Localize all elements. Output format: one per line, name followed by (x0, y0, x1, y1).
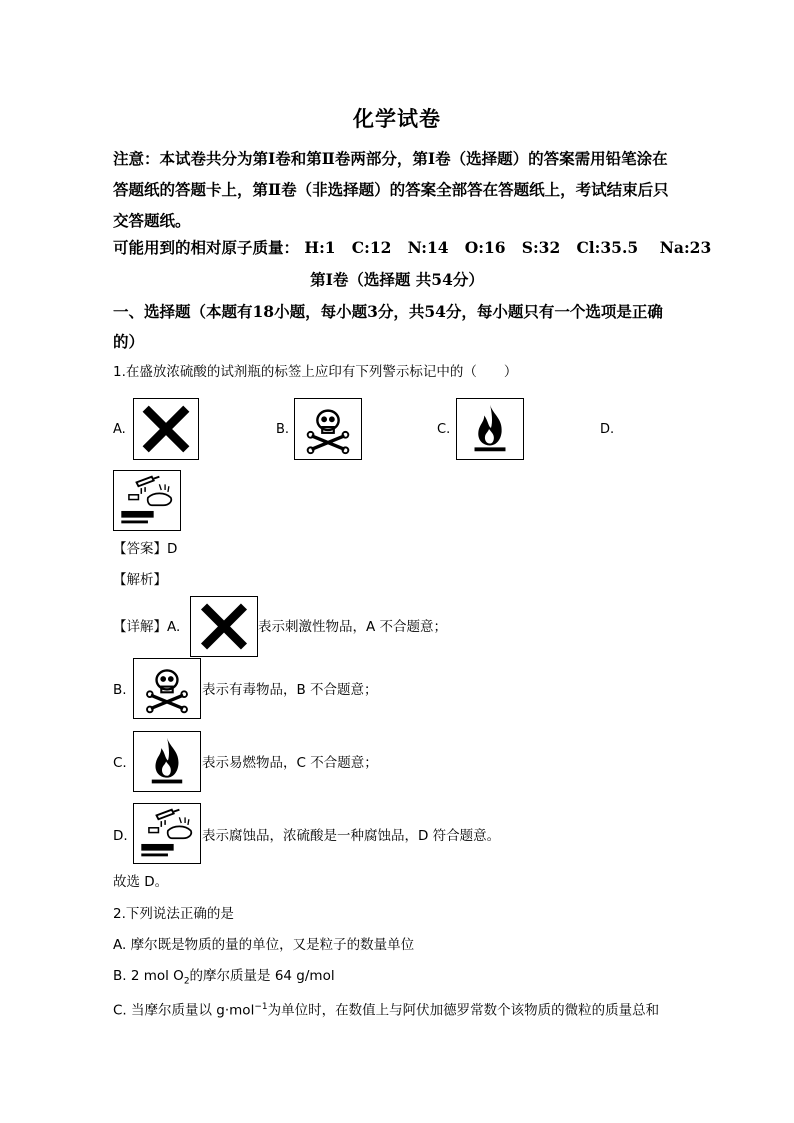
mass-s: S:32 (521, 238, 561, 257)
explain-b-text: 表示有毒物品，B 不合题意； (202, 682, 378, 698)
section1-title: 第Ⅰ卷（选择题 共54分） (310, 270, 484, 289)
corrosive-icon (133, 803, 201, 864)
explain-c-label: C. (113, 755, 127, 771)
q1-analysis-label: 【解析】 (113, 572, 167, 588)
q2-option-c-prefix: C. 当摩尔质量以 g·mol (113, 1002, 255, 1019)
skull-crossbones-icon[interactable] (294, 398, 362, 460)
explain-b-label: B. (113, 682, 127, 698)
q2-option-b-suffix: 的摩尔质量是 64 g/mol (189, 968, 335, 984)
flame-icon[interactable] (456, 398, 524, 460)
mass-h: H:1 (304, 238, 336, 257)
explain-a-label: A. (167, 619, 181, 635)
explain-d-label: D. (113, 828, 128, 844)
flame-icon (133, 731, 201, 792)
detail-label: 【详解】 (113, 619, 167, 635)
mass-o: O:16 (464, 238, 506, 257)
skull-crossbones-icon (133, 658, 201, 719)
exam-notice: 注意：本试卷共分为第Ⅰ卷和第Ⅱ卷两部分，第Ⅰ卷（选择题）的答案需用铅笔涂在答题纸的答题卡上，第Ⅱ卷（非选择题）的答案全部答在答题纸上，考试结束后只交答题纸。 (113, 149, 669, 230)
section1-instructions: 一、选择题（本题有18小题，每小题3分，共54分，每小题只有一个选项是正确的） (113, 302, 663, 351)
q1-option-c-label[interactable]: C. (437, 422, 451, 437)
q1-option-a-label[interactable]: A. (113, 422, 126, 437)
mass-cl: Cl:35.5 (576, 238, 639, 257)
q2-option-c-suffix: 为单位时，在数值上与阿伏加德罗常数个该物质的微粒的质量总和 (267, 1002, 660, 1019)
q1-detail-label (113, 617, 180, 637)
q1-option-d-label[interactable]: D. (600, 422, 615, 437)
mass-c: C:12 (351, 238, 392, 257)
irritant-cross-icon[interactable] (133, 398, 199, 460)
q1-conclusion: 故选 D。 (113, 874, 169, 890)
q2-stem: 2.下列说法正确的是 (113, 906, 234, 922)
q2-option-b-prefix: B. 2 mol O (113, 968, 184, 984)
atomic-masses (113, 236, 711, 259)
atomic-masses-label: 可能用到的相对原子质量： (113, 238, 300, 257)
page-title: 化学试卷 (353, 106, 441, 131)
q1-stem: 1.在盛放浓硫酸的试剂瓶的标签上应印有下列警示标记中的（ ） (113, 364, 518, 380)
irritant-cross-icon (190, 596, 258, 657)
q1-option-b-label[interactable]: B. (276, 422, 290, 437)
q2-option-c-superscript: −1 (254, 1002, 268, 1012)
explain-c-text: 表示易燃物品，C 不合题意； (202, 755, 378, 771)
explain-d-text: 表示腐蚀品，浓硫酸是一种腐蚀品，D 符合题意。 (202, 828, 501, 844)
mass-na: Na:23 (659, 238, 712, 257)
q1-answer: 【答案】D (113, 541, 178, 557)
mass-n: N:14 (407, 238, 449, 257)
q2-option-b-subscript: 2 (183, 976, 190, 987)
q2-option-c[interactable] (113, 997, 659, 1021)
explain-a-text: 表示刺激性物品，A 不合题意； (258, 619, 448, 635)
q2-option-b[interactable] (113, 966, 335, 992)
corrosive-icon[interactable] (113, 470, 181, 531)
q2-option-a[interactable]: A. 摩尔既是物质的量的单位，又是粒子的数量单位 (113, 937, 415, 953)
